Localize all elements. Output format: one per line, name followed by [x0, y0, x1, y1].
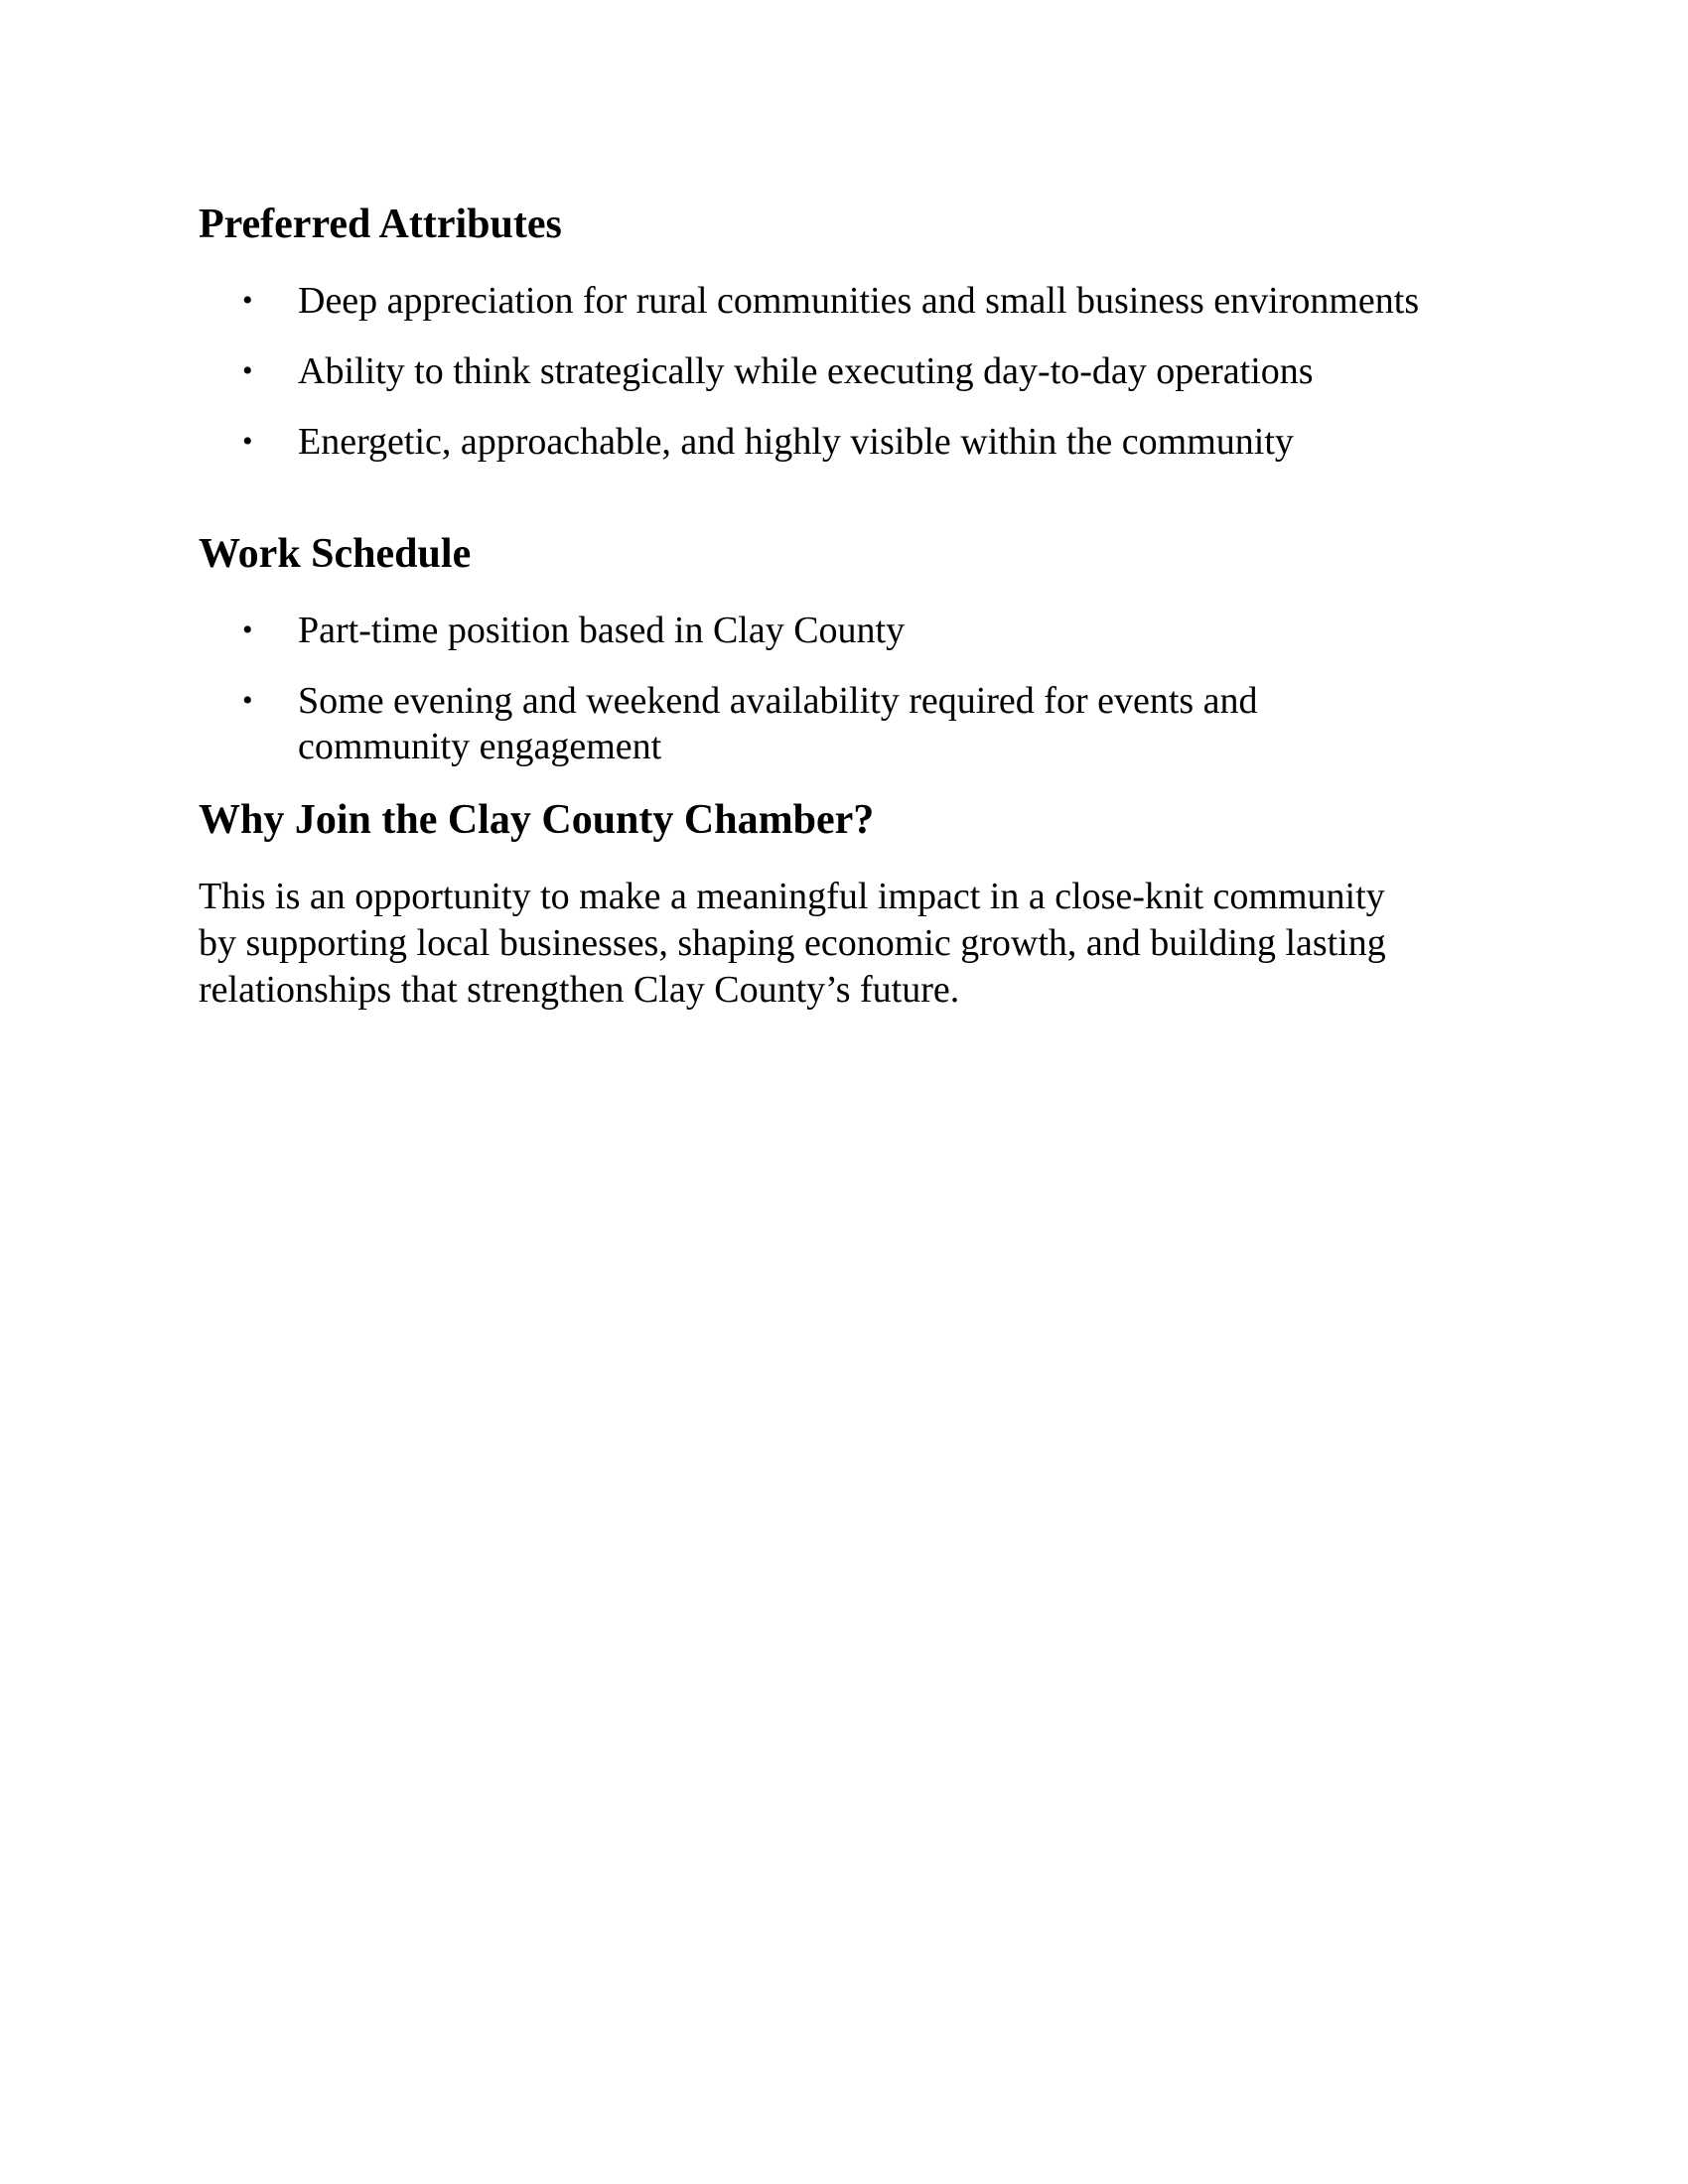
why-join-paragraph — [199, 874, 1509, 1014]
list-item-text: Some evening and weekend availability required for events and — [298, 680, 1258, 722]
section-heading-why-join: Why Join the Clay County Chamber? — [199, 797, 875, 843]
list-item-text: Deep appreciation for rural communities and small business environments — [298, 280, 1420, 322]
bullet-icon: • — [242, 354, 253, 387]
list-item-text: Ability to think strategically while executing day-to-day operations — [298, 350, 1314, 392]
paragraph-line: relationships that strengthen Clay County’s future. — [199, 969, 960, 1011]
bullet-icon: • — [242, 614, 253, 646]
paragraph-line: This is an opportunity to make a meaningful impact in a close-knit community — [199, 876, 1385, 917]
bullet-icon: • — [242, 284, 253, 317]
bullet-icon: • — [242, 684, 253, 717]
list-item-text: Part-time position based in Clay County — [298, 610, 906, 651]
section-heading-work-schedule: Work Schedule — [199, 531, 472, 577]
bullet-icon: • — [242, 425, 253, 458]
paragraph-line: by supporting local businesses, shaping economic growth, and building lasting — [199, 922, 1386, 964]
list-item-text: community engagement — [298, 726, 662, 767]
section-heading-preferred-attributes: Preferred Attributes — [199, 202, 562, 247]
list-item-text: Energetic, approachable, and highly visible within the community — [298, 421, 1294, 463]
